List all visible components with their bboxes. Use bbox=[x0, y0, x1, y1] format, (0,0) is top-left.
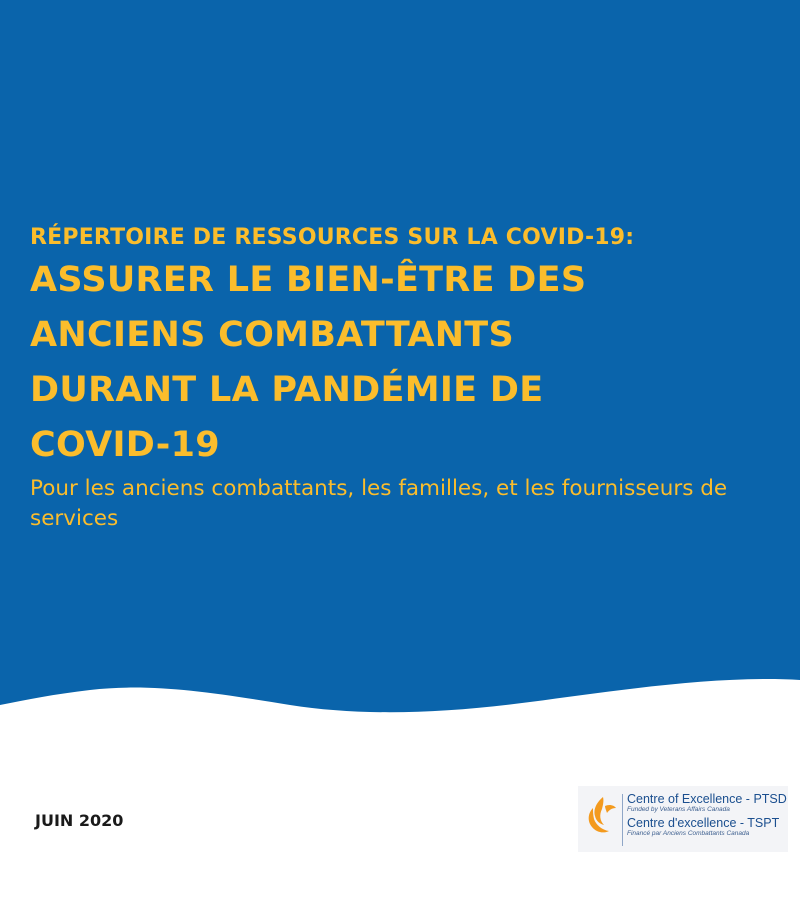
logo-name-fr: Centre d'excellence - TSPT bbox=[627, 816, 780, 830]
title-line-2: ANCIENS COMBATTANTS bbox=[30, 315, 514, 355]
report-subtitle: Pour les anciens combattants, les familles, et les fournisseurs de services bbox=[30, 476, 728, 531]
logo-funded-fr: Financé par Anciens Combattants Canada bbox=[627, 830, 750, 837]
logo-name-en: Centre of Excellence - PTSD bbox=[627, 792, 787, 806]
title-line-3: DURANT LA PANDÉMIE DE bbox=[30, 370, 544, 410]
title-line-1: ASSURER LE BIEN-ÊTRE DES bbox=[30, 260, 587, 300]
logo-funded-en: Funded by Veterans Affairs Canada bbox=[627, 806, 730, 813]
title-block bbox=[30, 223, 770, 534]
logo-text bbox=[627, 792, 785, 840]
report-title bbox=[30, 253, 770, 473]
title-line-4: COVID-19 bbox=[30, 425, 220, 465]
centre-of-excellence-logo bbox=[578, 786, 788, 852]
publication-date: JUIN 2020 bbox=[35, 811, 124, 830]
report-eyebrow: RÉPERTOIRE DE RESSOURCES SUR LA COVID-19: bbox=[30, 225, 635, 250]
bird-flame-logo-icon bbox=[584, 794, 618, 836]
logo-divider bbox=[622, 794, 623, 846]
